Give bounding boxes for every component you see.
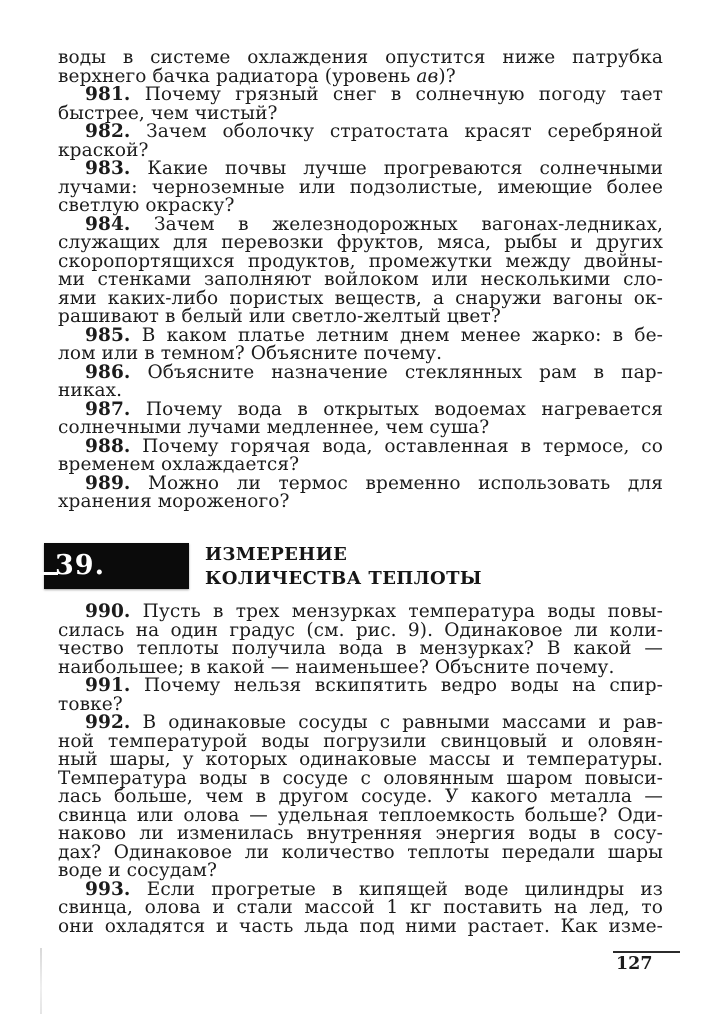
text-line: силась на один градус (см. рис. 9). Одинаковое ли коли- xyxy=(58,619,663,641)
text-line: наково ли изменилась внутренняя энергия воды в сосу- xyxy=(58,823,663,844)
text-line: чество теплоты получила вода в мензурках? В какой — xyxy=(58,638,663,659)
text-line: верхнего бачка радиатора (уровень ав)? xyxy=(58,65,456,87)
text-line: 981. Почему грязный снег в солнечную погоду тает xyxy=(85,84,664,105)
text-line: воде и сосудам? xyxy=(58,860,217,881)
problem-981 xyxy=(58,86,663,123)
text-line: никах. xyxy=(58,380,123,401)
text-line: солнечными лучами медленнее, чем суша? xyxy=(58,417,490,438)
text-line: 985. В каком платье летним днем менее жарко: в бе- xyxy=(85,324,663,346)
paragraph-continuation xyxy=(58,49,663,86)
text-line: временем охлаждается? xyxy=(58,454,300,475)
text-line: наибольшее; в какой — наименьшее? Объсните почему. xyxy=(58,656,615,678)
text-line: краской? xyxy=(58,139,149,161)
scan-artifact xyxy=(40,948,42,1014)
problem-number: 984. xyxy=(85,213,131,235)
problems-block-top xyxy=(58,49,663,512)
problem-number: 987. xyxy=(85,398,131,420)
text-line: 983. Какие почвы лучше прогреваются солнечными xyxy=(85,158,664,179)
text-line: 986. Объясните назначение стеклянных рам в пар- xyxy=(85,361,663,383)
section-heading-line-1: ИЗМЕРЕНИЕ xyxy=(205,544,348,565)
section-heading xyxy=(205,543,482,591)
italic-term: ав xyxy=(416,65,439,87)
text-line: дах? Одинаковое ли количество теплоты передали шары xyxy=(58,841,663,863)
page-number-rule xyxy=(613,951,680,953)
problem-number: 993. xyxy=(85,878,131,900)
text-line: ный шары, у которых одинаковые массы и температуры. xyxy=(58,749,663,770)
problem-987 xyxy=(58,398,663,438)
text-line: 984. Зачем в железнодорожных вагонах-ледниках, xyxy=(85,213,663,235)
problems-block-bottom xyxy=(58,603,663,936)
text-line: 988. Почему горячая вода, оставленная в термосе, со xyxy=(85,435,663,457)
problem-number: 981. xyxy=(85,84,131,105)
problem-number: 985. xyxy=(85,324,131,346)
text-line: ной температурой воды погрузили свинцовый и оловян- xyxy=(58,730,663,752)
problem-983 xyxy=(58,160,663,216)
problem-985 xyxy=(58,324,663,364)
text-line: хранения мороженого? xyxy=(58,491,290,512)
problem-990 xyxy=(58,603,663,677)
section-number-box xyxy=(44,543,189,589)
problem-number: 986. xyxy=(85,361,131,383)
text-line: лом или в темном? Объясните почему. xyxy=(58,343,443,364)
text-line: 987. Почему вода в открытых водоемах нагревается xyxy=(85,398,663,420)
text-line: товке? xyxy=(58,693,123,715)
text-line: ми стенками заполняют войлоком или несколькими сло- xyxy=(58,269,663,290)
text-line: быстрее, чем чистый? xyxy=(58,102,278,124)
problem-986 xyxy=(58,361,663,401)
problem-number: 990. xyxy=(85,601,131,622)
text-line: лучами: черноземные или подзолистые, имеющие более xyxy=(58,176,663,198)
text-line: 989. Можно ли термос временно использовать для xyxy=(85,472,664,494)
problem-number: 982. xyxy=(85,121,131,142)
problem-number: 989. xyxy=(85,472,131,494)
problem-984 xyxy=(58,213,663,327)
text-line: ями каких-либо пористых веществ, а снаружи вагоны ок- xyxy=(58,287,663,309)
section-number: 39. xyxy=(55,550,105,581)
text-line: 990. Пусть в трех мензурках температура воды повы- xyxy=(85,601,663,622)
problem-988 xyxy=(58,435,663,475)
text-line: 992. В одинаковые сосуды с равными массами и рав- xyxy=(85,712,663,733)
problem-982 xyxy=(58,123,663,160)
problem-993 xyxy=(58,878,664,937)
problem-number: 992. xyxy=(85,712,131,733)
text-line: свинца или олова — удельная теплоемкость больше? Оди- xyxy=(58,804,663,826)
problem-number: 991. xyxy=(85,675,131,696)
text-line: служащих для перевозки фруктов, мяса, рыбы и других xyxy=(58,232,663,253)
text-line: Температура воды в сосуде с оловянным шаром повыси- xyxy=(58,767,663,789)
text-line: 982. Зачем оболочку стратостата красят серебряной xyxy=(85,121,663,142)
text-line: они охладятся и часть льда под ними растает. Как изме- xyxy=(58,915,663,937)
text-line: светлую окраску? xyxy=(58,195,235,216)
problem-number: 988. xyxy=(85,435,131,457)
text-line: рашивают в белый или светло-желтый цвет? xyxy=(58,306,501,327)
section-heading-line-2: КОЛИЧЕСТВА ТЕПЛОТЫ xyxy=(205,568,482,589)
text-line: 993. Если прогретые в кипящей воде цилиндры из xyxy=(85,878,664,900)
text-line: 991. Почему нельзя вскипятить ведро воды на спир- xyxy=(85,675,663,696)
text-line: воды в системе охлаждения опустится ниже патрубка xyxy=(58,47,663,68)
page-number: 127 xyxy=(616,954,653,974)
text-line: скоропортящихся продуктов, промежутки между двойны- xyxy=(58,250,663,272)
problem-989 xyxy=(58,472,664,512)
text-line: свинца, олова и стали массой 1 кг поставить на лед, то xyxy=(58,897,663,918)
text-line: лась больше, чем в другом сосуде. У какого металла — xyxy=(58,786,663,807)
problem-992 xyxy=(58,714,663,881)
problem-number: 983. xyxy=(85,158,131,179)
problem-991 xyxy=(58,677,663,714)
